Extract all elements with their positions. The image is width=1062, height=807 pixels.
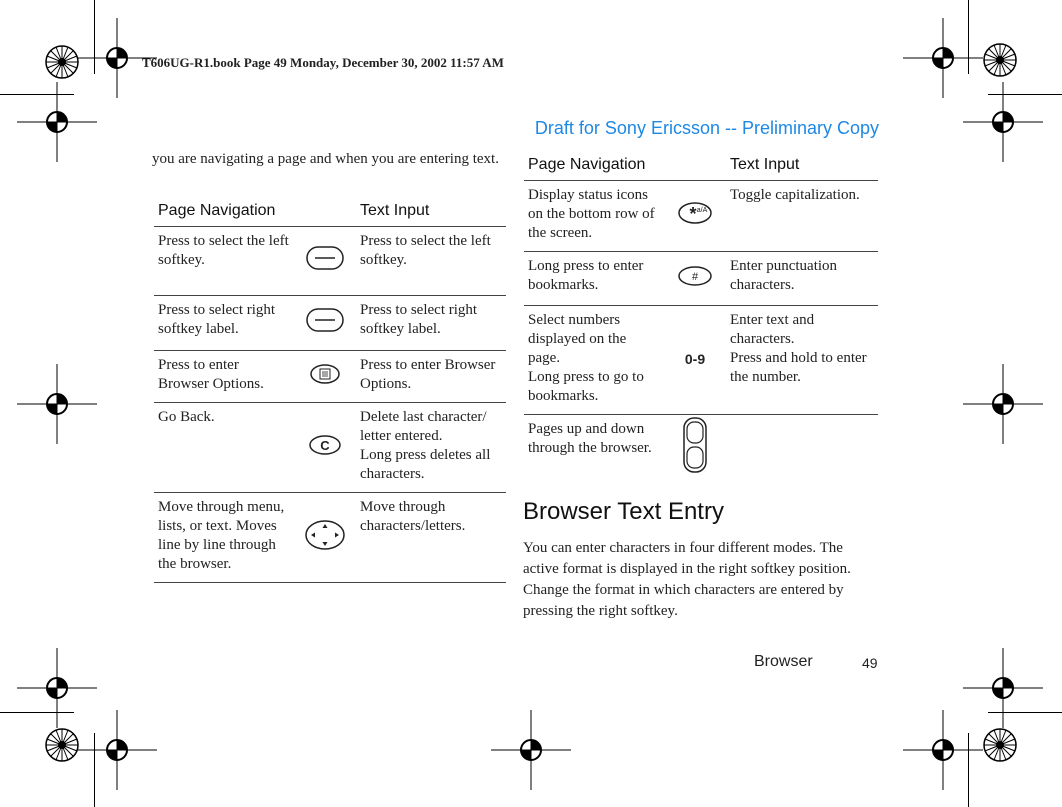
joystick-icon [303,518,347,552]
row-input-text: Enter text and characters. Press and hold to enter the number. [726,306,878,415]
print-header: T606UG-R1.book Page 49 Monday, December 30, 2002 11:57 AM [142,55,504,70]
row-input-text: Press to select right softkey label. [356,296,506,351]
table-header [524,150,878,181]
table-row [154,493,506,583]
clear-key-icon [307,433,343,457]
row-input-text: Press to select the left softkey. [356,227,506,296]
row-nav-text: Select numbers displayed on the page. Long press to go to bookmarks. [524,306,664,415]
row-nav-text: Long press to enter bookmarks. [524,252,664,306]
right-softkey-icon [305,307,345,333]
col-page-navigation: Page Navigation [154,196,294,227]
row-input-text: Enter punctuation characters. [726,252,878,306]
table-header [154,196,506,227]
row-input-text: Toggle capitalization. [726,181,878,252]
row-input-text: Move through characters/letters. [356,493,506,583]
section-body: You can enter characters in four different modes. The active format is displayed in the right softkey position. Change the format in which characters are entered by pressing the right softkey. [523,540,851,619]
svg-text:*: * [689,204,697,224]
intro-paragraph: you are navigating a page and when you are entering text. [152,151,499,167]
page-number: 49 [862,655,878,671]
table-row [154,227,506,296]
table-row [524,415,878,481]
row-input-text: Press to enter Browser Options. [356,351,506,403]
section-title: Browser Text Entry [523,498,724,525]
right-key-table [524,150,878,481]
star-key-icon [676,200,714,226]
svg-text:C: C [320,437,330,453]
hash-key-icon [676,264,714,288]
left-key-table [154,196,506,583]
row-nav-text: Go Back. [154,403,294,493]
table-row [524,306,878,415]
row-nav-text: Pages up and down through the browser. [528,421,652,456]
table-row [524,181,878,252]
table-row [154,403,506,493]
col-page-navigation: Page Navigation [524,150,664,181]
table-row [524,252,878,306]
footer-section-name: Browser [754,653,813,670]
table-row [154,351,506,403]
table-row [154,296,506,351]
row-nav-text: Move through menu, lists, or text. Moves line by line through the browser. [154,493,294,583]
draft-notice: Draft for Sony Ericsson -- Preliminary Copy [534,118,879,138]
col-text-input: Text Input [726,150,878,181]
row-nav-text: Press to select right softkey label. [154,296,294,351]
row-nav-text: Press to select the left softkey. [154,227,294,296]
left-softkey-icon [305,245,345,271]
options-key-icon [308,362,342,386]
col-text-input: Text Input [356,196,506,227]
row-nav-text: Display status icons on the bottom row of the screen. [524,181,664,252]
volume-key-icon [682,416,708,474]
svg-text:#: # [691,270,699,283]
number-keys-label: 0-9 [684,351,706,367]
row-input-text [726,415,878,481]
row-nav-text: Press to enter Browser Options. [154,351,294,403]
row-input-text: Delete last character/ letter entered. Long press deletes all characters. [356,403,506,493]
svg-text:a/A: a/A [696,207,708,214]
